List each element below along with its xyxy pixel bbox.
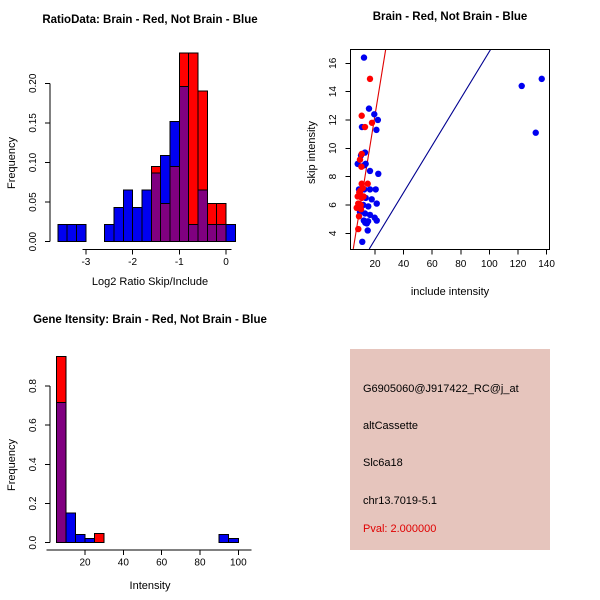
probe-id-text: G6905060@J917422_RC@j_at (363, 383, 519, 395)
scatter-xlabel: include intensity (410, 286, 490, 298)
svg-text:0.4: 0.4 (28, 457, 39, 472)
intensity-hist-ylabel: Frequency (6, 439, 18, 491)
svg-text:10: 10 (328, 142, 339, 154)
svg-text:8: 8 (328, 173, 339, 180)
svg-text:-2: -2 (128, 257, 138, 268)
svg-text:-3: -3 (81, 257, 91, 268)
intensity-hist-xlabel: Intensity (129, 580, 171, 592)
svg-text:16: 16 (328, 57, 339, 69)
svg-text:0.10: 0.10 (28, 152, 39, 173)
svg-text:80: 80 (194, 557, 206, 569)
svg-text:100: 100 (481, 259, 498, 270)
gene-info-box (350, 349, 550, 550)
location-text: chr13.7019-5.1 (363, 495, 437, 507)
svg-text:4: 4 (328, 230, 339, 237)
svg-text:100: 100 (229, 557, 247, 569)
panel-intensity-scatter (300, 0, 600, 300)
svg-text:0.0: 0.0 (28, 535, 39, 550)
svg-text:60: 60 (156, 557, 168, 569)
pval-text: Pval: 2.000000 (363, 523, 437, 535)
intensity-hist-title: Gene Itensity: Brain - Red, Not Brain - Blue (33, 314, 267, 326)
splice-type-text: altCassette (363, 420, 419, 432)
svg-text:0: 0 (223, 257, 229, 268)
svg-text:-1: -1 (174, 257, 184, 268)
gene-intensity-histogram-plot (0, 300, 300, 600)
svg-text:120: 120 (509, 259, 527, 270)
svg-text:80: 80 (455, 259, 467, 270)
svg-text:140: 140 (538, 259, 555, 270)
ratio-hist-xlabel: Log2 Ratio Skip/Include (91, 276, 209, 288)
scatter-ylabel: skip intensity (306, 121, 318, 184)
panel-gene-info (300, 300, 600, 600)
svg-text:6: 6 (328, 202, 339, 208)
gene-symbol-text: Slc6a18 (363, 457, 403, 469)
ratio-hist-title: RatioData: Brain - Red, Not Brain - Blue (42, 14, 258, 26)
svg-text:20: 20 (79, 557, 91, 569)
svg-text:0.15: 0.15 (28, 113, 39, 133)
ratio-hist-ylabel: Frequency (6, 137, 18, 189)
svg-text:40: 40 (398, 259, 410, 270)
svg-text:12: 12 (328, 114, 339, 126)
svg-text:0.00: 0.00 (28, 231, 39, 252)
ratio-histogram-plot (0, 0, 300, 300)
svg-text:0.20: 0.20 (28, 73, 39, 94)
svg-text:20: 20 (369, 259, 381, 270)
panel-gene-intensity-histogram (0, 300, 300, 600)
svg-text:40: 40 (117, 557, 129, 569)
svg-text:60: 60 (426, 259, 438, 270)
svg-text:0.8: 0.8 (28, 379, 39, 394)
svg-text:0.05: 0.05 (28, 192, 39, 212)
svg-text:0.6: 0.6 (28, 418, 39, 433)
panel-ratio-histogram (0, 0, 300, 300)
svg-text:14: 14 (328, 86, 339, 98)
scatter-title: Brain - Red, Not Brain - Blue (372, 11, 528, 23)
skip-include-scatter-plot (300, 0, 600, 300)
svg-text:0.2: 0.2 (28, 496, 39, 511)
